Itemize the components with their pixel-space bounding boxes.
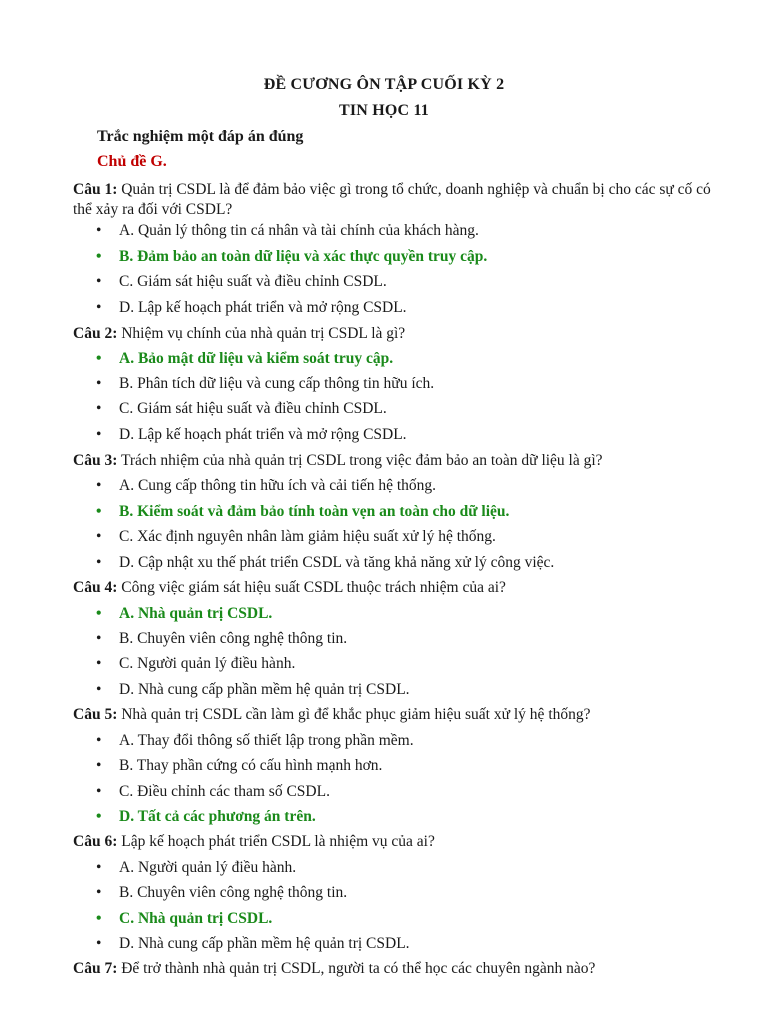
answer-option: [96, 934, 410, 954]
answer-option-text: A. Quản lý thông tin cá nhân và tài chính của khách hàng.: [119, 222, 479, 239]
answer-option-text: B. Chuyên viên công nghệ thông tin.: [119, 630, 348, 647]
question-text: Nhiệm vụ chính của nhà quản trị CSDL là gì?: [117, 325, 406, 342]
answer-option-text: D. Lập kế hoạch phát triển và mở rộng CSDL.: [119, 426, 407, 443]
answer-option-text: D. Nhà cung cấp phần mềm hệ quản trị CSDL.: [119, 681, 410, 698]
question-2: [73, 324, 713, 344]
bullet-icon: •: [96, 884, 102, 901]
answer-option-text: B. Đảm bảo an toàn dữ liệu và xác thực quyền truy cập.: [119, 248, 488, 265]
answer-option-correct: [96, 502, 509, 522]
bullet-icon: •: [96, 783, 102, 800]
answer-option-text: B. Chuyên viên công nghệ thông tin.: [119, 884, 348, 901]
answer-option: [96, 629, 347, 649]
answer-option-text: B. Phân tích dữ liệu và cung cấp thông tin hữu ích.: [119, 375, 435, 392]
bullet-icon: •: [96, 681, 102, 698]
answer-option-text: A. Nhà quản trị CSDL.: [119, 605, 273, 622]
answer-option-text: D. Nhà cung cấp phần mềm hệ quản trị CSDL.: [119, 935, 410, 952]
bullet-icon: •: [96, 910, 102, 927]
answer-option-text: A. Cung cấp thông tin hữu ích và cải tiến hệ thống.: [119, 477, 437, 494]
answer-option-text: C. Nhà quản trị CSDL.: [119, 910, 273, 927]
question-label: Câu 7:: [73, 960, 118, 977]
answer-option-text: C. Giám sát hiệu suất và điều chỉnh CSDL.: [119, 400, 387, 417]
answer-option: [96, 272, 387, 292]
answer-option-text: D. Lập kế hoạch phát triển và mở rộng CSDL.: [119, 299, 407, 316]
bullet-icon: •: [96, 400, 102, 417]
bullet-icon: •: [96, 299, 102, 316]
answer-option-correct: [96, 807, 316, 827]
question-label: Câu 2:: [73, 325, 118, 342]
answer-option-text: D. Cập nhật xu thế phát triển CSDL và tăng khả năng xử lý công việc.: [119, 554, 555, 571]
question-label: Câu 1:: [73, 181, 118, 198]
answer-option-text: B. Kiểm soát và đảm bảo tính toàn vẹn an toàn cho dữ liệu.: [119, 503, 510, 520]
bullet-icon: •: [96, 375, 102, 392]
answer-option-correct: [96, 349, 393, 369]
answer-option: [96, 782, 330, 802]
answer-option-text: A. Thay đổi thông số thiết lập trong phần mềm.: [119, 732, 414, 749]
answer-option-correct: [96, 909, 272, 929]
bullet-icon: •: [96, 630, 102, 647]
question-label: Câu 3:: [73, 452, 118, 469]
answer-option-text: A. Người quản lý điều hành.: [119, 859, 297, 876]
bullet-icon: •: [96, 808, 102, 825]
bullet-icon: •: [96, 757, 102, 774]
question-6: [73, 832, 713, 852]
answer-option-text: C. Giám sát hiệu suất và điều chỉnh CSDL.: [119, 273, 387, 290]
answer-option-text: C. Xác định nguyên nhân làm giảm hiệu suất xử lý hệ thống.: [119, 528, 496, 545]
answer-option: [96, 680, 410, 700]
question-4: [73, 578, 713, 598]
answer-option-text: C. Điều chỉnh các tham số CSDL.: [119, 783, 330, 800]
answer-option: [96, 883, 347, 903]
bullet-icon: •: [96, 732, 102, 749]
question-text: Trách nhiệm của nhà quản trị CSDL trong việc đảm bảo an toàn dữ liệu là gì?: [117, 452, 603, 469]
section-heading: Trắc nghiệm một đáp án đúng: [97, 128, 304, 145]
topic-heading: Chủ đề G.: [97, 153, 167, 170]
bullet-icon: •: [96, 248, 102, 265]
question-text: Quản trị CSDL là để đảm bảo việc gì trong tổ chức, doanh nghiệp và chuẩn bị cho các sự cố có thể xảy ra đối với CSDL?: [73, 181, 711, 218]
answer-option: [96, 527, 496, 547]
bullet-icon: •: [96, 477, 102, 494]
question-text: Công việc giám sát hiệu suất CSDL thuộc trách nhiệm của ai?: [117, 579, 506, 596]
document-subtitle: TIN HỌC 11: [338, 102, 429, 119]
answer-option-text: C. Người quản lý điều hành.: [119, 655, 296, 672]
bullet-icon: •: [96, 222, 102, 239]
bullet-icon: •: [96, 605, 102, 622]
question-label: Câu 5:: [73, 706, 118, 723]
answer-option-text: D. Tất cả các phương án trên.: [119, 808, 316, 825]
bullet-icon: •: [96, 273, 102, 290]
document-title: ĐỀ CƯƠNG ÔN TẬP CUỐI KỲ 2: [263, 76, 505, 93]
answer-option: [96, 298, 407, 318]
answer-option: [96, 425, 407, 445]
bullet-icon: •: [96, 554, 102, 571]
answer-option: [96, 221, 479, 241]
answer-option: [96, 553, 554, 573]
question-7: [73, 959, 713, 979]
bullet-icon: •: [96, 859, 102, 876]
bullet-icon: •: [96, 350, 102, 367]
question-5: [73, 705, 713, 725]
answer-option-text: B. Thay phần cứng có cấu hình mạnh hơn.: [119, 757, 383, 774]
answer-option-text: A. Bảo mật dữ liệu và kiểm soát truy cập.: [119, 350, 394, 367]
answer-option: [96, 374, 434, 394]
answer-option: [96, 654, 295, 674]
bullet-icon: •: [96, 935, 102, 952]
question-text: Nhà quản trị CSDL cần làm gì để khắc phục giảm hiệu suất xử lý hệ thống?: [117, 706, 591, 723]
answer-option: [96, 731, 414, 751]
answer-option: [96, 756, 382, 776]
answer-option-correct: [96, 604, 272, 624]
answer-option: [96, 476, 436, 496]
question-text: Lập kế hoạch phát triển CSDL là nhiệm vụ của ai?: [117, 833, 435, 850]
bullet-icon: •: [96, 503, 102, 520]
bullet-icon: •: [96, 655, 102, 672]
question-text: Để trở thành nhà quản trị CSDL, người ta có thể học các chuyên ngành nào?: [117, 960, 596, 977]
bullet-icon: •: [96, 426, 102, 443]
bullet-icon: •: [96, 528, 102, 545]
answer-option: [96, 399, 387, 419]
answer-option-correct: [96, 247, 487, 267]
question-label: Câu 6:: [73, 833, 118, 850]
answer-option: [96, 858, 296, 878]
question-1: [73, 180, 713, 220]
question-label: Câu 4:: [73, 579, 118, 596]
question-3: [73, 451, 713, 471]
